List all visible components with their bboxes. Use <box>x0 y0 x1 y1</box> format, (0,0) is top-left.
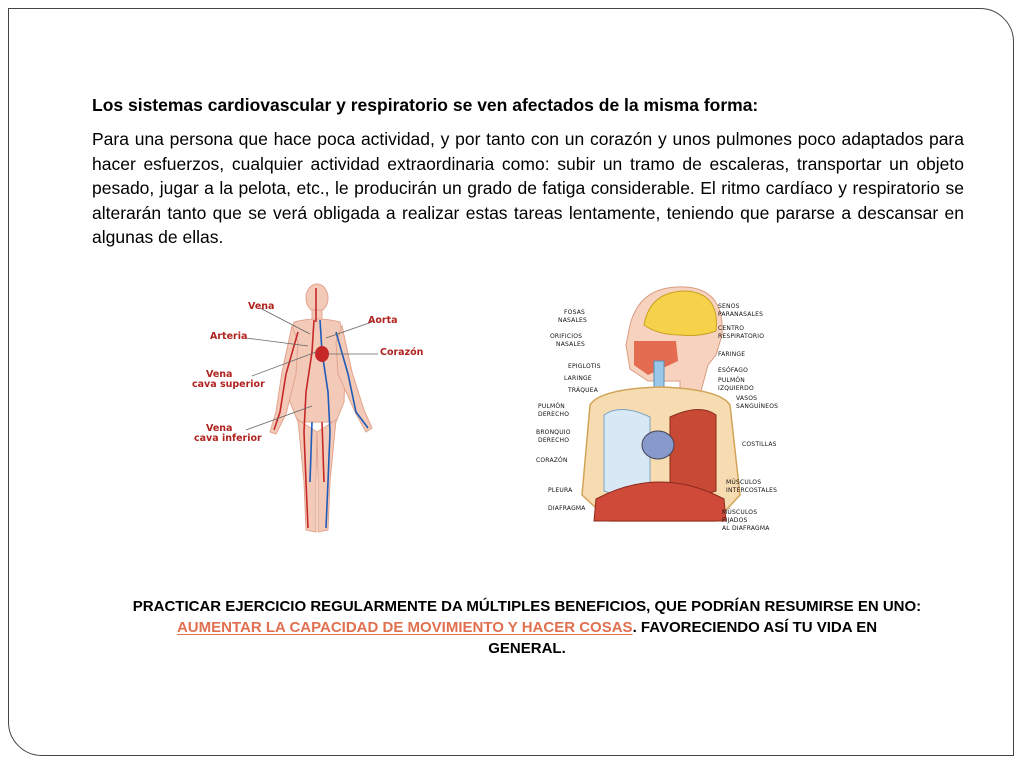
label-fosas-1: FOSAS <box>564 309 586 316</box>
label-corazon-resp: CORAZÓN <box>536 457 568 464</box>
label-vasos-1: VASOS <box>736 395 758 402</box>
label-bronquio-1: BRONQUIO <box>536 429 571 436</box>
label-senos-1: SENOS <box>718 303 740 310</box>
heart-shape <box>315 346 329 362</box>
conclusion-line-3: GENERAL. <box>488 640 566 657</box>
label-centro-1: CENTRO <box>718 325 745 332</box>
label-laringe: LARINGE <box>564 375 592 382</box>
conclusion-after-link: . FAVORECIENDO ASÍ TU VIDA EN <box>632 619 878 636</box>
label-centro-2: RESPIRATORIO <box>718 333 765 340</box>
label-pulmon-der-1: PULMÓN <box>538 403 565 410</box>
label-pleura: PLEURA <box>548 487 573 494</box>
label-corazon: Corazón <box>380 347 424 358</box>
label-musculos-fij-3: AL DIAFRAGMA <box>722 525 770 532</box>
label-traquea: TRÁQUEA <box>568 387 598 394</box>
conclusion-line-1: PRACTICAR EJERCICIO REGULARMENTE DA MÚLTIPLES BENEFICIOS, QUE PODRÍAN RESUMIRSE EN UNO: <box>132 598 922 615</box>
label-pulmon-der-2: DERECHO <box>538 411 570 418</box>
body-paragraph: Para una persona que hace poca actividad, y por tanto con un corazón y unos pulmones poco adaptados para hacer esfuerzos, cualquier actividad extraordinaria como: subir un tramo de escaleras, transportar un objeto pesado, jugar a la pelota, etc., le producirán un grado de fatiga considerable. El ritmo cardíaco y respiratorio se alterarán tanto que se verá obligada a realizar estas tareas lentamente, teniendo que pararse a descansar en algunas de ellas. <box>92 129 964 247</box>
label-senos-2: PARANASALES <box>718 311 764 318</box>
label-diafragma: DIAFRAGMA <box>548 505 586 512</box>
label-vasos-2: SANGUÍNEOS <box>736 403 779 410</box>
label-musculos-fij-1: MÚSCULOS <box>722 509 758 516</box>
label-vena-cava-inferior-1: Vena <box>206 423 233 434</box>
label-vena: Vena <box>248 301 275 312</box>
label-faringe: FARINGE <box>718 351 746 358</box>
label-musculos-fij-2: FIJADOS <box>722 517 748 524</box>
label-musculos-int-2: INTERCOSTALES <box>726 487 778 494</box>
label-musculos-int-1: MÚSCULOS <box>726 479 762 486</box>
label-pulmon-izq-2: IZQUIERDO <box>718 385 754 392</box>
label-pulmon-izq-1: PULMÓN <box>718 377 745 384</box>
label-orificios-1: ORIFICIOS <box>550 333 583 340</box>
capacity-link[interactable]: AUMENTAR LA CAPACIDAD DE MOVIMIENTO Y HACER COSAS <box>176 619 633 636</box>
label-fosas-2: NASALES <box>558 317 587 324</box>
conclusion-text <box>60 596 994 659</box>
cardiovascular-system-image <box>186 282 424 544</box>
label-epiglotis: EPIGLOTIS <box>568 363 601 370</box>
label-aorta: Aorta <box>368 315 398 326</box>
label-orificios-2: NASALES <box>556 341 585 348</box>
label-arteria: Arteria <box>210 331 248 342</box>
label-vena-cava-superior-2: cava superior <box>192 379 265 390</box>
label-costillas: COSTILLAS <box>742 441 777 448</box>
label-vena-cava-inferior-2: cava inferior <box>194 433 262 444</box>
label-esofago: ESÓFAGO <box>718 367 748 374</box>
slide-heading: Los sistemas cardiovascular y respiratorio se ven afectados de la misma forma: <box>92 95 759 115</box>
label-vena-cava-superior-1: Vena <box>206 369 233 380</box>
respiratory-system-image <box>530 285 785 535</box>
label-bronquio-2: DERECHO <box>538 437 570 444</box>
